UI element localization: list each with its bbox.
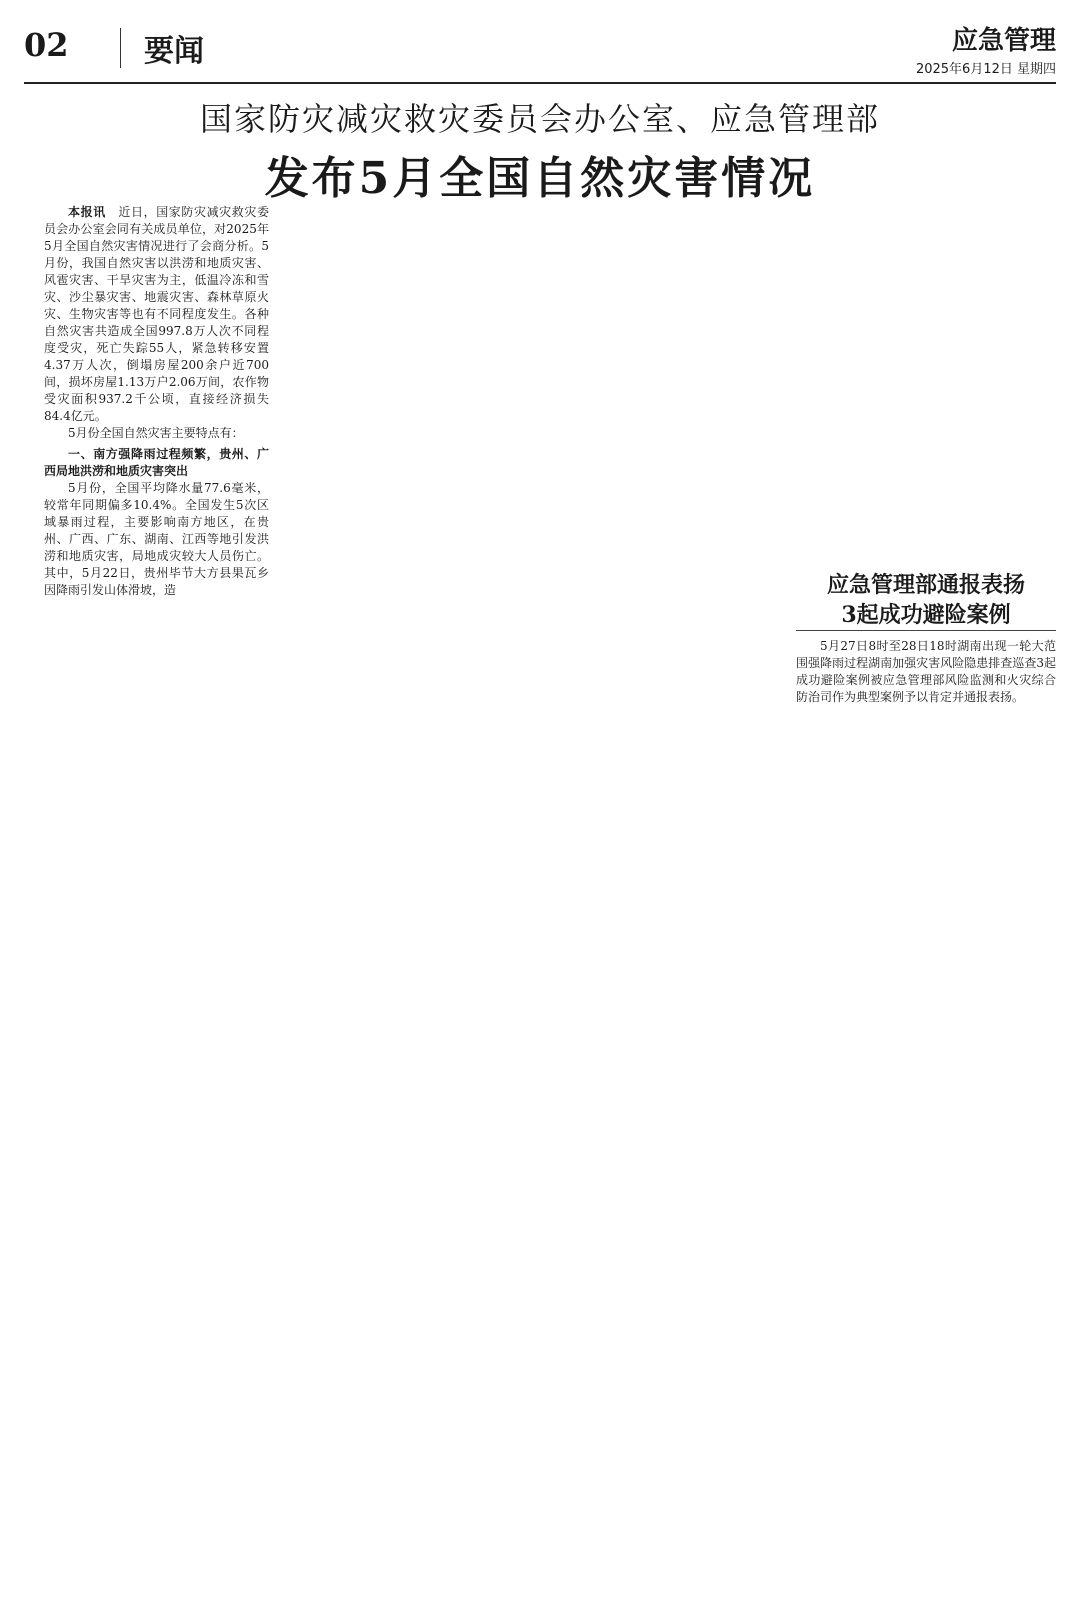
bulletin-intro: 5月27日8时至28日18时湖南出现一轮大范围强降雨过程湖南加强灾害风险隐患排查巡查3起成功避险案例被应急管理部风险监测和火灾综合防治司作为典型案例予以肯定并通报表扬。 bbox=[796, 639, 1056, 704]
lead-section-1-title: 一、南方强降雨过程频繁，贵州、广西局地洪涝和地质灾害突出 bbox=[44, 447, 269, 478]
paper-title: 应急管理 bbox=[951, 26, 1056, 56]
page-number: 02 bbox=[24, 26, 69, 64]
bulletin-column bbox=[796, 638, 1056, 706]
lead-intro bbox=[44, 204, 269, 425]
lead-kicker: 国家防灾减灾救灾委员会办公室、应急管理部 bbox=[199, 100, 880, 138]
lead-tag: 本报讯 bbox=[68, 205, 106, 219]
issue-date: 2025年6月12日 星期四 bbox=[915, 62, 1056, 77]
lead-headline: 发布5月全国自然灾害情况 bbox=[264, 153, 816, 204]
lead-points-intro: 5月份全国自然灾害主要特点有： bbox=[68, 426, 244, 440]
lead-intro-text: 近日，国家防灾减灾救灾委员会办公室会同有关成员单位，对2025年5月全国自然灾害情况进行了会商分析。5月份，我国自然灾害以洪涝和地质灾害、风雹灾害、干旱灾害为主，低温冷冻和雪灾、沙尘暴灾害、地震灾害、森林草原火灾、生物灾害等也有不同程度发生。各种自然灾害共造成全国997.8万人次不同程度受灾，死亡失踪55人，紧急转移安置4.37万人次，倒塌房屋200余户近700间，损坏房屋1.13万户2.06万间，农作物受灾面积937.2千公顷，直接经济损失84.4亿元。 bbox=[44, 205, 269, 423]
bulletin-rule bbox=[796, 630, 1056, 631]
bulletin-headline-line-1: 应急管理部通报表扬 bbox=[826, 572, 1025, 598]
masthead-divider bbox=[120, 28, 121, 68]
lead-column-1 bbox=[44, 204, 269, 597]
bulletin-headline bbox=[796, 570, 1056, 630]
masthead-rule bbox=[24, 82, 1056, 84]
section-name: 要闻 bbox=[144, 34, 204, 69]
lead-section-1-text: 5月份，全国平均降水量77.6毫米，较常年同期偏多10.4%。全国发生5次区域暴雨过程，主要影响南方地区，在贵州、广西、广东、湖南、江西等地引发洪涝和地质灾害，局地成灾较大人员伤亡。其中，5月22日，贵州毕节大方县果瓦乡因降雨引发山体滑坡，造 bbox=[44, 481, 269, 597]
masthead bbox=[24, 18, 1056, 80]
bulletin-headline-line-2: 3起成功避险案例 bbox=[841, 602, 1011, 628]
